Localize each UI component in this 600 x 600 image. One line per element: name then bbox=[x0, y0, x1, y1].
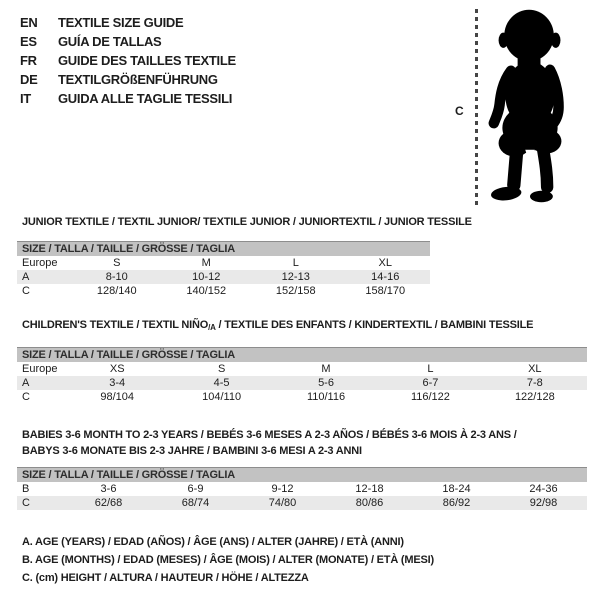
table-cell: 68/74 bbox=[181, 497, 210, 509]
table-cell: 128/140 bbox=[96, 285, 137, 297]
row-label: A bbox=[22, 377, 30, 389]
table-cell: 4-5 bbox=[213, 377, 230, 389]
table-cell: M bbox=[201, 257, 211, 269]
table-cell: 140/152 bbox=[186, 285, 227, 297]
table-cell: 7-8 bbox=[526, 377, 543, 389]
babies-table-title bbox=[22, 427, 517, 459]
table-cell: 80/86 bbox=[355, 497, 384, 509]
table-cell: 86/92 bbox=[442, 497, 471, 509]
table-cell: 74/80 bbox=[268, 497, 297, 509]
children-title-part2: / TEXTILE DES ENFANTS / KINDERTEXTIL / BAMBINI TESSILE bbox=[215, 319, 534, 331]
note-age-years: A. AGE (YEARS) / EDAD (AÑOS) / ÂGE (ANS) / ALTER (JAHRE) / ETÀ (ANNI) bbox=[22, 536, 404, 548]
table-row bbox=[17, 482, 587, 496]
table-cell: S bbox=[217, 363, 226, 375]
language-code: ES bbox=[20, 34, 37, 49]
language-title: GUIDA ALLE TAGLIE TESSILI bbox=[58, 91, 233, 106]
note-height-cm: C. (cm) HEIGHT / ALTURA / HAUTEUR / HÖHE / ALTEZZA bbox=[22, 572, 309, 584]
table-cell: 98/104 bbox=[100, 391, 135, 403]
table-row bbox=[17, 496, 587, 510]
table-cell: L bbox=[427, 363, 434, 375]
language-row-en bbox=[20, 13, 236, 32]
table-cell: XL bbox=[528, 363, 542, 375]
table-cell: 104/110 bbox=[202, 391, 242, 403]
note-age-months: B. AGE (MONTHS) / EDAD (MESES) / ÂGE (MOIS) / ALTER (MONATE) / ETÀ (MESI) bbox=[22, 554, 434, 566]
table-cell: 9-12 bbox=[271, 483, 294, 495]
language-row-de bbox=[20, 70, 236, 89]
table-cell: 110/116 bbox=[306, 391, 346, 403]
children-table-title bbox=[22, 319, 533, 331]
toddler-silhouette-icon bbox=[482, 6, 578, 206]
legend-notes bbox=[22, 536, 434, 590]
children-size-table bbox=[17, 347, 587, 404]
table-cell: 8-10 bbox=[105, 271, 128, 283]
row-label: Europe bbox=[22, 257, 58, 269]
children-title-part1: CHILDREN'S TEXTILE / TEXTIL NIÑO bbox=[22, 319, 209, 331]
row-label: C bbox=[22, 497, 30, 509]
table-cell: 122/128 bbox=[514, 391, 555, 403]
language-title: GUIDE DES TAILLES TEXTILE bbox=[58, 53, 236, 68]
table-cell: 14-16 bbox=[371, 271, 400, 283]
table-cell: 6-7 bbox=[422, 377, 439, 389]
language-row-es bbox=[20, 32, 236, 51]
language-row-fr bbox=[20, 51, 236, 70]
table-cell: 116/122 bbox=[410, 391, 450, 403]
table-cell: XL bbox=[378, 257, 392, 269]
table-row bbox=[17, 376, 587, 390]
language-code: EN bbox=[20, 15, 38, 30]
table-row bbox=[17, 256, 430, 270]
table-cell: 10-12 bbox=[192, 271, 221, 283]
table-cell: 92/98 bbox=[529, 497, 558, 509]
table-cell: S bbox=[113, 257, 121, 269]
table-cell: 12-18 bbox=[355, 483, 384, 495]
row-label: Europe bbox=[22, 363, 58, 375]
language-title: TEXTILGRÖßENFÜHRUNG bbox=[58, 72, 218, 87]
language-title: GUÍA DE TALLAS bbox=[58, 34, 162, 49]
language-code: DE bbox=[20, 72, 38, 87]
table-cell: M bbox=[321, 363, 331, 375]
height-measure-dashed-line bbox=[475, 9, 478, 205]
language-title: TEXTILE SIZE GUIDE bbox=[58, 15, 184, 30]
row-label: C bbox=[22, 285, 30, 297]
size-header-bar: SIZE / TALLA / TAILLE / GRÖSSE / TAGLIA bbox=[17, 241, 430, 256]
table-cell: 152/158 bbox=[275, 285, 316, 297]
size-header-bar: SIZE / TALLA / TAILLE / GRÖSSE / TAGLIA bbox=[17, 347, 587, 362]
table-row bbox=[17, 284, 430, 298]
language-code: IT bbox=[20, 91, 31, 106]
size-header-bar: SIZE / TALLA / TAILLE / GRÖSSE / TAGLIA bbox=[17, 467, 587, 482]
children-title-subscript: /A bbox=[208, 323, 216, 332]
table-row bbox=[17, 390, 587, 404]
height-measure-label: C bbox=[455, 104, 464, 118]
table-row bbox=[17, 270, 430, 284]
table-cell: 24-36 bbox=[529, 483, 558, 495]
junior-size-table bbox=[17, 241, 430, 298]
table-cell: 6-9 bbox=[187, 483, 204, 495]
table-cell: 18-24 bbox=[442, 483, 471, 495]
language-list bbox=[20, 13, 236, 108]
table-cell: XS bbox=[109, 363, 125, 375]
junior-table-title: JUNIOR TEXTILE / TEXTIL JUNIOR/ TEXTILE JUNIOR / JUNIORTEXTIL / JUNIOR TESSILE bbox=[22, 216, 472, 228]
babies-title-line2: BABYS 3-6 MONATE BIS 2-3 JAHRE / BAMBINI 3-6 MESI A 2-3 ANNI bbox=[22, 445, 362, 457]
table-cell: L bbox=[292, 257, 299, 269]
table-cell: 158/170 bbox=[365, 285, 406, 297]
table-cell: 3-6 bbox=[100, 483, 117, 495]
row-label: C bbox=[22, 391, 30, 403]
table-cell: 3-4 bbox=[109, 377, 126, 389]
babies-title-line1: BABIES 3-6 MONTH TO 2-3 YEARS / BEBÉS 3-6 MESES A 2-3 AÑOS / BÉBÉS 3-6 MOIS À 2-3 ANS / bbox=[22, 429, 517, 441]
language-code: FR bbox=[20, 53, 37, 68]
row-label: B bbox=[22, 483, 30, 495]
table-cell: 62/68 bbox=[94, 497, 123, 509]
table-cell: 12-13 bbox=[281, 271, 310, 283]
language-row-it bbox=[20, 89, 236, 108]
row-label: A bbox=[22, 271, 30, 283]
table-row bbox=[17, 362, 587, 376]
babies-size-table bbox=[17, 467, 587, 510]
table-cell: 5-6 bbox=[318, 377, 334, 389]
